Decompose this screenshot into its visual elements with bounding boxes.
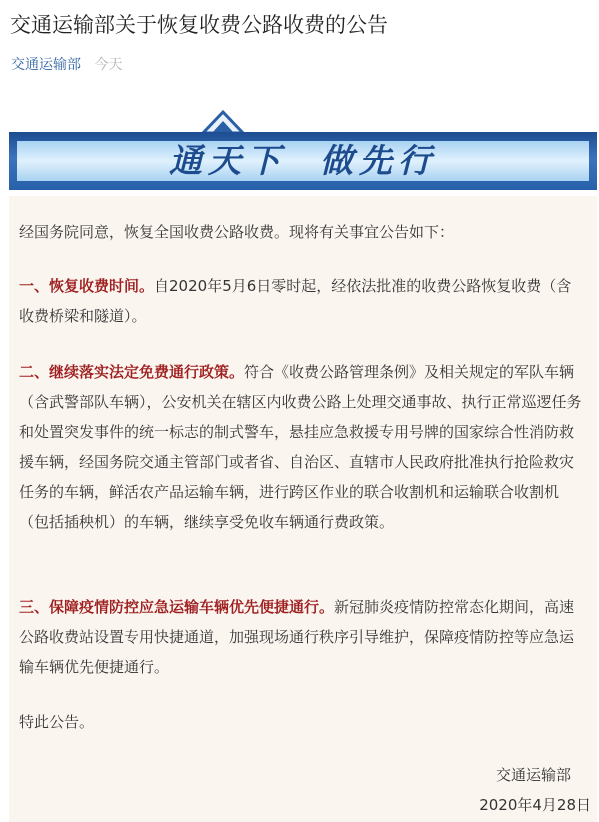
sign-date: 2020年4月28日 [479,796,591,814]
item-2-heading: 二、继续落实法定免费通行政策。 [19,363,245,381]
item-3-text: 新冠肺炎疫情防控常态化期间，高速公路收费站设置专用快捷通道，加强现场通行秩序引导维护，保障疫情防控等应急运输车辆优先便捷通行。 [19,598,575,676]
signature: 交通运输部 [495,766,571,784]
banner-slogan [17,141,589,181]
item-1-heading: 一、恢复收费时间。 [19,277,155,295]
author-link[interactable]: 交通运输部 [11,57,81,73]
item-3-heading: 三、保障疫情防控应急运输车辆优先便捷通行。 [19,598,335,616]
header-banner [9,108,597,190]
item-1-text: 自2020年5月6日零时起，经依法批准的收费公路恢复收费（含收费桥梁和隧道）。 [19,277,572,325]
intro-paragraph: 经国务院同意，恢复全国收费公路收费。现将有关事宜公告如下： [19,223,455,241]
article-title: 交通运输部关于恢复收费公路收费的公告 [10,13,388,37]
item-1-paragraph [19,271,585,331]
item-2-paragraph [19,357,585,537]
closing-paragraph: 特此公告。 [19,713,95,731]
banner-slogan-part2: 做先行 [320,141,437,180]
publish-date: 今天 [94,57,123,73]
article-meta [11,56,122,74]
item-2-text: 符合《收费公路管理条例》及相关规定的军队车辆（含武警部队车辆），公安机关在辖区内收费公路上处理交通事故、执行正常巡逻任务和处置突发事件的统一标志的制式警车，悬挂应急救援专用号牌的国家综合性消防救援车辆，经国务院交通主管部门或者省、自治区、直辖市人民政府批准执行抢险救灾任务的车辆，鲜活农产品运输车辆，进行跨区作业的联合收割机和运输联合收割机（包括插秧机）的车辆，继续享受免收车辆通行费政策。 [19,363,582,531]
article-body [9,196,597,822]
banner-slogan-part1: 通天下 [169,141,286,180]
item-3-paragraph [19,592,585,682]
